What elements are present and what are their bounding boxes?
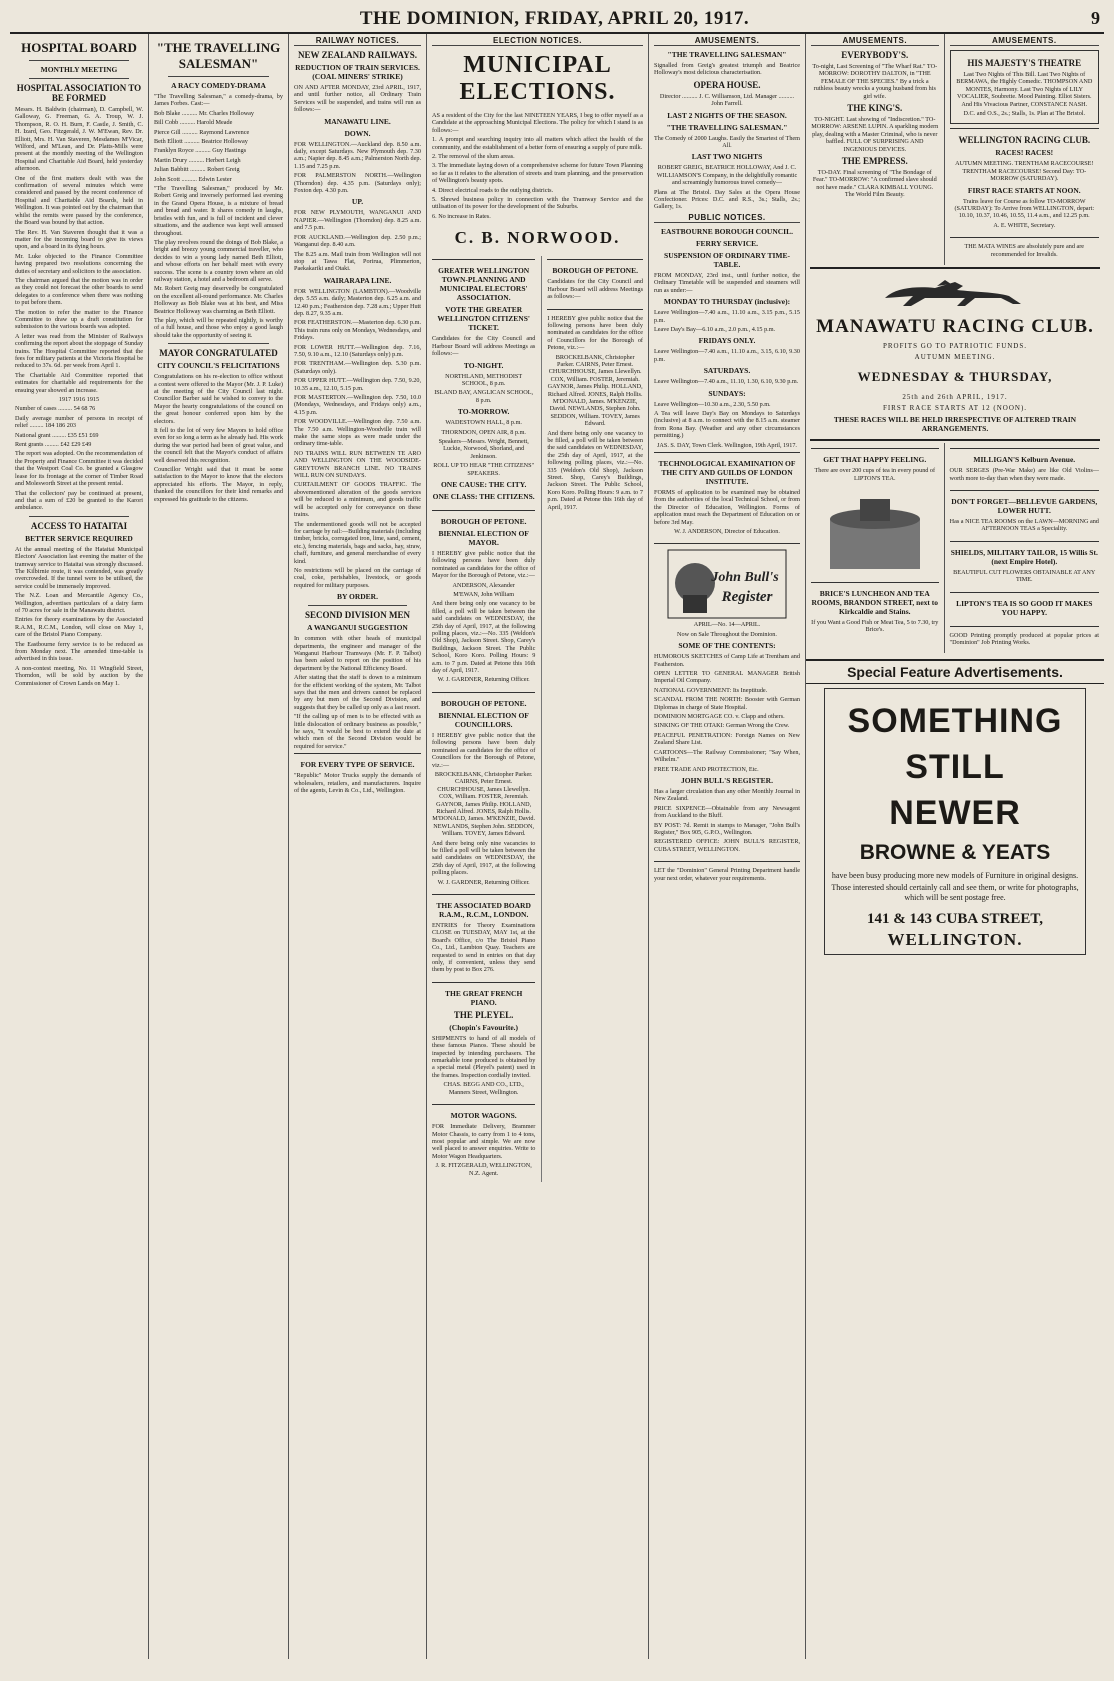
candidate-name: M'EWAN, John William <box>453 591 515 598</box>
ad-text: LET the "Dominion" General Printing Department handle your next order, whatever your requirements. <box>654 867 800 882</box>
direction-heading: DOWN. <box>344 128 371 138</box>
timetable-line: Leave Wellington—7.40 a.m., 11.10 a.m., 3.15, 6.10, 9.30 p.m. <box>654 348 800 363</box>
ad-text: AUTUMN MEETING. TRENTHAM RACECOURSE! TRENTHAM RACECOURSE! Second Day: TO-MORROW (SATURDAY). <box>955 160 1094 183</box>
issue-caption: APRIL—No. 14—APRIL. <box>693 621 761 629</box>
cast-line: Julian Babbitt .......... Robert Greig <box>154 166 240 174</box>
article-paragraph: The chairman argued that the motion was in order as they could not forecast the other boards to send delegates to a conference when there was nothing to put before them. <box>15 276 143 307</box>
ad-title: GREATER WELLINGTON TOWN-PLANNING AND MUNICIPAL ELECTORS' ASSOCIATION. <box>438 266 530 303</box>
venue-name: EVERYBODY'S. <box>841 50 909 60</box>
ad-text: Those interested should certainly call and see them, or write for photographs, which will be sent postage free. <box>831 883 1079 903</box>
notice-paragraph: FOR WOODVILLE.—Wellington dep. 7.50 a.m. The 7.50 a.m. Wellington-Woodville train will make the same stops as were made under the ordinary time-table. <box>294 418 421 448</box>
contents-item: SINKING OF THE OTAKI: German Wrong the Crew. <box>654 722 790 730</box>
club-name: WELLINGTON RACING CLUB. <box>958 135 1091 146</box>
notice-subtitle: BIENNIAL ELECTION OF MAYOR. <box>438 528 529 547</box>
article-paragraph: The play revolves round the doings of Bob Blake, a bright and breezy young commercial traveller, who decides to win a young lady named Beth Elliott, and whose efforts on her behalf meet with every success. The scene is a country town where an old railway station, a hotel and a bedroom all serve. <box>154 238 283 283</box>
notice-paragraph: FOR UPPER HUTT.—Wellington dep. 7.50, 9.20, 10.35 a.m., 12.10, 5.15 p.m. <box>294 377 421 392</box>
ad-subtitle: REDUCTION OF TRAIN SERVICES. (COAL MINERS' STRIKE) <box>295 63 420 81</box>
ad-title: "THE TRAVELLING SALESMAN" <box>667 50 787 59</box>
column-travelling-salesman <box>148 34 288 1659</box>
candidate-list: BROCKELBANK, Christopher Parker. CAIRNS, Peter Ernest. CHURCHHOUSE, James Llewellyn. COX, William. FOSTER, Jeremiah. GAYNOR, James Philip. HOLLAND, Richard Alfred. JONES, Ralph Hollis. M'DONALD, James. M'KENZIE, David. NEWLANDS, Stephen John. SEDDON, William. TOVEY, James Edward. <box>547 353 643 428</box>
shields-tailor-ad <box>950 541 1099 589</box>
contents-item: NATIONAL GOVERNMENT: Its Ineptitude. <box>654 686 768 694</box>
timetable-line: Leave Wellington—10.30 a.m., 2.30, 5.50 p.m. <box>654 400 771 408</box>
subheadline: A RACY COMEDY-DRAMA <box>171 81 266 90</box>
article-paragraph: The play, which will be repeated nightly, is worthy of a full house, and those who enjoy a good laugh should take the opportunity of seeing it. <box>154 316 283 339</box>
pleyel-piano-ad <box>432 982 535 1101</box>
venue-name: THE EMPRESS. <box>841 156 908 167</box>
cast-line: John Scott .......... Edwin Lester <box>154 175 232 183</box>
ad-title: DON'T FORGET—BELLEVUE GARDENS, LOWER HUTT. <box>951 496 1098 515</box>
petone-council-notice <box>432 692 535 891</box>
notice-block <box>547 259 643 305</box>
policy-item: 2. The removal of the slum areas. <box>432 153 515 161</box>
meeting-venue: ISLAND BAY, ANGLICAN SCHOOL, 8 p.m. <box>434 389 534 404</box>
section-header: RAILWAY NOTICES. <box>294 36 421 46</box>
column-railway-notices <box>288 34 426 1659</box>
product-name: THE PLEYEL. <box>453 1009 514 1020</box>
notice-paragraph: FOR MASTERTON.—Wellington dep. 7.50, 10.0 (Mondays, Wednesdays, and Fridays only) a.m., 4.15 p.m. <box>294 394 421 416</box>
small-ads-left <box>806 443 944 653</box>
election-intro: AS a resident of the City for the last NINETEEN YEARS, I beg to offer myself as a Candidate at the approaching Municipal Elections. The policy for which I stand is as follows:— <box>432 112 643 134</box>
candidate-list: BROCKELBANK, Christopher Parker. CAIRNS, Peter Ernest. CHURCHHOUSE, James Llewellyn. COX, William. FOSTER, Jeremiah. GAYNOR, James Philip. HOLLAND, Richard Alfred. JONES, Ralph Hollis. M'DONALD, James. M'KENZIE, David. NEWLANDS, Stephen John. SEDDON, William. TOVEY, James Edward. <box>432 770 536 838</box>
venue-name: HIS MAJESTY'S THEATRE <box>967 58 1082 68</box>
john-bulls-register-ad <box>654 543 800 858</box>
dominion-printing-ad <box>654 861 800 887</box>
ad-text: have been busy producing more new models of Furniture in original designs. <box>831 871 1079 881</box>
small-ads-row <box>806 443 1104 653</box>
ad-heading: SOME OF THE CONTENTS: <box>678 641 776 651</box>
ad-text: BEAUTIFUL CUT FLOWERS OBTAINABLE AT ANY TIME. <box>953 568 1096 584</box>
tech-exam-notice <box>654 452 800 540</box>
column-hospital-board <box>10 34 148 1659</box>
ad-text: Signalled from Greig's greatest triumph and Beatrice Holloway's most delicious characterisation. <box>654 62 800 77</box>
ad-text: FOR Immediate Delivery, Brammer Motor Chassis, to carry from 1 to 4 tons, most popular and simple. We are now well placed to answer enquiries. Write to Motor Wagon Headquarters. <box>432 1123 536 1160</box>
headline: "THE TRAVELLING SALESMAN" <box>156 40 281 71</box>
policy-item: 4. Direct electrical roads to the outlying districts. <box>432 186 554 194</box>
cast-line: Martin Drury .......... Herbert Leigh <box>154 156 241 164</box>
ad-heading: LAST 2 NIGHTS OF THE SEASON. <box>667 110 787 120</box>
masthead <box>10 8 1104 34</box>
ad-heading: "THE TRAVELLING SALESMAN." <box>666 122 788 132</box>
firm-address: 141 & 143 CUBA STREET, <box>866 911 1043 928</box>
divider <box>168 76 269 77</box>
article-paragraph: A non-contest meeting, No. 11 Wingfield Street, Thorndon, will be sold by auction by the Commissioner of Crown Lands on May 1. <box>15 664 143 687</box>
ad-title: MOTOR WAGONS. <box>450 1111 517 1121</box>
article-paragraph: "If the calling up of men is to be effected with as little dislocation of ordinary business as possible," he says, "it would be best to extend the date at which men of the Second Division would be required for service." <box>294 713 421 750</box>
contents-item: CARTOONS—The Railway Commissioner; "Say When, Wilhelm." <box>654 748 800 764</box>
ad-text: OUR SERGES (Pre-War Make) are like Old Violins—worth more to-day than when they were made. <box>949 467 1099 482</box>
notice-title: BOROUGH OF PETONE. <box>440 516 527 526</box>
wellington-racing-club-ad <box>950 128 1099 234</box>
notice-text: I HEREBY give public notice that the following persons have been duly nominated as candidates for the office of Councillors for the Borough of Petone, viz.:— <box>432 731 536 769</box>
divider <box>29 60 129 61</box>
notice-paragraph: The undermentioned goods will not be accepted for carriage by rail:—Building materials (including timber, bricks, corrugated iron, lime, sand, cement, etc.), fencing materials, bags and sacks, hay, straw, chaff, furniture, and general merchandise of every kind. <box>294 520 421 565</box>
ad-text: Plans at The Bristol. Day Sales at the Opera House Confectioner. Prices: D.C. and R.S., 3s.; Stalls, 2s.; Gallery, 1s. <box>654 188 800 211</box>
motor-wagons-ad <box>432 1104 535 1182</box>
john-bull-register-logo <box>667 549 787 619</box>
ad-text: ROLL UP TO HEAR "THE CITIZENS" SPEAKERS. <box>433 462 535 477</box>
ad-text: D.C. and O.S., 2s.; Stalls, 1s. Plan at The Bristol. <box>963 110 1086 118</box>
ad-text: Candidates for the City Council and Harbour Board will address Meetings as follows:— <box>432 335 536 358</box>
table-row: Daily average number of persons in receipt of relief ......... 184 186 203 <box>15 414 143 430</box>
notice-paragraph: FOR TRENTHAM.—Wellington dep. 5.30 p.m. (Saturdays only). <box>294 360 421 375</box>
section-header: AMUSEMENTS. <box>950 36 1099 46</box>
ram-exam-ad <box>432 894 535 979</box>
ad-text: BY POST: 7d. Remit in stamps to Manager, "John Bull's Register," Box 905, G.P.O., Wellington. <box>654 821 800 836</box>
cast-line: Beth Elliott .......... Beatrice Holloway <box>154 138 248 146</box>
policy-item: 1. A prompt and searching inquiry into all matters which affect the health of the community, and the establishment of a better form of ensuring a supply of pure milk. <box>432 136 643 151</box>
article-paragraph: That the collectors' pay be continued at present, and that a sum of £20 be granted to the Karori ambulance. <box>15 489 143 512</box>
contents-item: PEACEFUL PENETRATION: Foreign Names on New Zealand Share List. <box>654 731 800 747</box>
his-majestys-ad <box>950 50 1099 124</box>
article-paragraph: The motion to refer the matter to the Finance Committee to draw up a draft constitution for submission to the various boards was adopted. <box>15 308 143 331</box>
venue-name: THE KING'S. <box>847 103 903 114</box>
columns <box>10 34 1104 1659</box>
contents-item: HUMOROUS SKETCHES of Camp Life at Trentham and Featherston. <box>654 653 800 668</box>
firm-name: BROWNE & YEATS <box>859 841 1051 865</box>
motor-truck-ad <box>294 753 421 799</box>
meeting-venue: WADESTOWN HALL, 8 p.m. <box>445 419 522 427</box>
race-dates: 25th and 26th APRIL, 1917. <box>902 393 1008 402</box>
notice-title: TECHNOLOGICAL EXAMINATION OF THE CITY AND GUILDS OF LONDON INSTITUTE. <box>658 458 796 486</box>
notice-paragraph: FOR LOWER HUTT.—Wellington dep. 7.16, 7.50, 9.10 a.m., 12.10 (Saturdays only) p.m. <box>294 343 421 358</box>
headline: ACCESS TO HATAITAI <box>30 520 128 531</box>
subheadline: MONTHLY MEETING <box>40 65 118 74</box>
notice-signature: W. J. GARDNER, Returning Officer. <box>437 878 530 886</box>
ad-text: "Republic" Motor Trucks supply the demands of wholesalers, retailers, and manufacturers. Inquire of the agents, Levin & Co., Ltd., Wellington. <box>294 772 421 795</box>
ad-slogan: ONE CAUSE: THE CITY. <box>440 479 527 489</box>
ad-title: MILLIGAN'S Kelburn Avenue. <box>973 455 1076 465</box>
section-header: AMUSEMENTS. <box>811 36 939 46</box>
ad-text: Last Two Nights of This Bill. Last Two Nights of BERMAWA, the Highly Comedic. THOMPSON AND MONTES, Harmony. Last Two Nights of LILY VOCALIER, Soubrette. Mood Painting. Elliot Sisters. And His Vivacious Partner, CONSTANCE NASH. <box>956 71 1093 108</box>
timetable-line: Leave Wellington—7.40 a.m., 11.10 a.m., 3.15 p.m., 5.15 p.m. <box>654 309 800 324</box>
ad-title: NEW ZEALAND RAILWAYS. <box>298 50 417 60</box>
ad-heading: FIRST RACE STARTS AT NOON. <box>967 185 1081 195</box>
ad-text: Now on Sale Throughout the Dominion. <box>677 630 777 638</box>
ad-subtitle: VOTE THE GREATER WELLINGTON CITIZENS' TICKET. <box>437 305 530 333</box>
svg-text:John Bull's: John Bull's <box>711 570 779 586</box>
notice-signature: JAS. S. DAY, Town Clerk. Wellington, 19th April, 1917. <box>657 441 797 449</box>
race-days: WEDNESDAY & THURSDAY, <box>857 369 1053 385</box>
ad-text: GOOD Printing promptly produced at popular prices at "Dominion" Job Printing Works. <box>949 631 1099 646</box>
timetable-heading: SUNDAYS: <box>708 388 746 398</box>
ad-slogan: ONE CLASS: THE CITIZENS. <box>432 491 535 501</box>
club-name: MANAWATU RACING CLUB. <box>816 316 1094 338</box>
column-his-majestys <box>944 34 1104 265</box>
page-number: 9 <box>1090 8 1100 28</box>
ad-text: PRICE SIXPENCE—Obtainable from any Newsagent from Auckland to the Bluff. <box>654 804 800 820</box>
lipton-tea-ad <box>811 448 939 487</box>
milligans-ad <box>950 448 1099 487</box>
candidate-name: ANDERSON, Alexander <box>452 581 515 589</box>
ad-text: Has a NICE TEA ROOMS on the LAWN—MORNING and AFTERNOON TEAS a Speciality. <box>949 517 1099 533</box>
notice-text: And there being only one vacancy to be filled, a poll will be taken between the said candidates on WEDNESDAY, the 25th day of April, 1917, at the following polling places, viz.:—No. 335 (Weldon's Old Shop), Jackson Street. Shop, Carey's Buildings, Jackson Street. The Public School, Koro Koro. Polling Hours: 9 a.m. to 7 p.m. Dated at Petone this 16th day of April, 1917. <box>547 429 643 511</box>
ad-heading: THESE RACES WILL BE HELD IRRESPECTIVE OF ALTERED TRAIN ARRANGEMENTS. <box>833 415 1077 434</box>
table-row: National grant ......... £35 £51 £69 <box>15 431 99 439</box>
column-amusements-right <box>805 34 1104 1659</box>
timetable-heading: MONDAY TO THURSDAY (inclusive): <box>663 297 791 307</box>
meeting-venue: THORNDON, OPEN AIR, 8 p.m. <box>441 428 526 436</box>
masthead-spacer <box>14 11 18 29</box>
timetable-line: Leave Wellington—7.40 a.m., 11.10, 1.30, 6.10, 9.30 p.m. <box>654 378 799 386</box>
ad-headline: NEWER <box>889 794 1021 833</box>
article-paragraph: Messrs. H. Baldwin (chairman), D. Campbell, W. Galloway, G. Freeman, G. A. Troup, W. J. Thompson, R. O. H. Burn, F. Castle, J. Smith, C. H. Izard, Geo. Fitzgerald, J. W. M'Ewan, Rev. Dr. Elliott, Mrs. H. Van Staveren, Mesdames M'Vicar, Wilford, and M'Lean, and Dr. Platts-Mills were present at the monthly meeting of the Wellington Hospital and Charitable Aid Board, held yesterday afternoon. <box>15 106 143 173</box>
candidate-signature: C. B. NORWOOD. <box>454 228 621 248</box>
article-paragraph: Councillor Wright said that it must be some satisfaction to the Mayor to know that the electors appreciated his efforts. The Mayor, in reply, thanked the councillors for their kind remarks and expressed his gratitude to the citizens. <box>154 466 283 503</box>
ad-text: If you Want a Good Fish or Meat Tea, 5 to 7.30, try Brice's. <box>811 618 939 634</box>
section-header: AMUSEMENTS. <box>654 36 800 46</box>
policy-item: 5. Shrewd business policy in connection with the Tramway Service and the utilisation of its power for the development of the Suburbs. <box>432 196 643 211</box>
section-header: ELECTION NOTICES. <box>432 36 643 46</box>
policy-item: 6. No increase in Rates. <box>432 212 491 220</box>
table-row: Rent grants ......... £42 £29 £49 <box>15 441 92 449</box>
notice-paragraph: NO TRAINS WILL RUN BETWEEN TE ARO AND WELLINGTON ON THE WOODSIDE-GREYTOWN BRANCH LINE. NO TRAINS WILL RUN ON SUNDAYS. <box>294 449 421 480</box>
contents-item: DOMINION MORTGAGE CO. v. Clapp and others. <box>654 713 785 721</box>
ad-heading: RACES! RACES! <box>995 148 1054 158</box>
ad-title: THE ASSOCIATED BOARD R.A.M., R.C.M., LONDON. <box>436 901 531 919</box>
notice-paragraph: FOR FEATHERSTON.—Masterton dep. 6.30 p.m. This train runs only on Mondays, Wednesdays, and Fridays. <box>294 319 421 342</box>
ad-heading: TO-MORROW. <box>457 407 510 417</box>
policy-item: 3. The immediate laying down of a comprehensive scheme for future Town Planning so far as it relates to the alteration of streets and tram planning, and the preservation of Wellington's beauty spots. <box>432 162 643 185</box>
article-paragraph: Entries for theory examinations by the Associated R.A.M., R.C.M., London, will close on May 1, care of the Bristol Piano Company. <box>15 616 143 639</box>
ad-subtitle: (Chopin's Favourite.) <box>449 1022 519 1032</box>
timetable-heading: SATURDAYS. <box>703 366 751 376</box>
notice-paragraph: No restrictions will be placed on the carriage of coal, coke, perishables, livestock, or goods required for military purposes. <box>294 566 421 589</box>
ad-text: THE MATA WINES are absolutely pure and are recommended for Invalids. <box>964 243 1085 258</box>
notice-paragraph: FOR PALMERSTON NORTH.—Wellington (Thorndon) dep. 4.35 p.m. (Saturdays only); Foxton dep. 4.30 p.m. <box>294 172 421 195</box>
notice-paragraph: FOR WELLINGTON (LAMBTON).—Woodville dep. 5.55 a.m. daily; Masterton dep. 6.25 a.m. and 12.40 p.m.; Featherston dep. 7.28 a.m.; Upper Hutt dep. 8.27, 9.35 a.m. <box>294 287 421 317</box>
ad-title: FOR EVERY TYPE OF SERVICE. <box>300 760 415 770</box>
contents-item: FREE TRADE AND PROTECTION, Etc. <box>654 765 759 773</box>
headline: MAYOR CONGRATULATED <box>159 348 278 359</box>
table-row: Number of cases ......... 54 68 76 <box>15 405 96 413</box>
venue-name: OPERA HOUSE. <box>693 79 761 90</box>
article-paragraph: After stating that the staff is down to a minimum for the efficient working of the system, Mr. Talbot says that the men and drivers cannot be replaced by any but men of the Second Division, and suggests that they be called up only as a last resort. <box>294 674 421 711</box>
town-planning-ad <box>432 259 535 507</box>
notice-paragraph: ON AND AFTER MONDAY, 23rd APRIL, 1917, and until further notice, all Ordinary Train Services will be suspended, and trains will run as follows:— <box>294 84 421 114</box>
notice-signature: BY ORDER. <box>337 592 378 602</box>
notice-text: FROM MONDAY, 23rd inst., until further notice, the Ordinary Timetable will be suspended and steamers will run as under:— <box>654 271 800 294</box>
cast-line: Franklyn Royce .......... Guy Hastings <box>154 147 247 155</box>
timetable-line: Leave Day's Bay—6.10 a.m., 2.0 p.m., 4.15 p.m. <box>654 325 776 333</box>
notice-subtitle: BIENNIAL ELECTION OF COUNCILLORS. <box>438 710 529 729</box>
ad-text: Director .......... J. C. Williamson, Ltd. Manager .......... John Farrell. <box>659 92 795 108</box>
article-paragraph: The N.Z. Loan and Mercantile Agency Co., Wellington, advertises particulars of a dairy farm of 70 acres for sale in the Manawatu district. <box>15 592 143 614</box>
ad-text: PROFITS GO TO PATRIOTIC FUNDS. <box>882 342 1028 351</box>
notice-paragraph: The 8.25 a.m. Mail train from Wellington will not stop at Tawa Flat, Porirua, Plimmerton, Paekakariki and Otaki. <box>294 250 421 273</box>
section-header: PUBLIC NOTICES. <box>654 213 800 223</box>
article-paragraph: The Eastbourne ferry service is to be reduced as from Monday next. The amended time-table is advertised in this issue. <box>15 640 143 663</box>
ad-title: LIPTON'S TEA IS SO GOOD IT MAKES YOU HAPPY. <box>956 598 1093 617</box>
manawatu-racing-ad <box>810 267 1100 441</box>
notice-text: I HEREBY give public notice that the following persons have been duly nominated as candidates for the office of Mayor for the Borough of Petone, viz.:— <box>432 549 536 580</box>
notice-subtitle: FERRY SERVICE. <box>695 238 759 248</box>
article-paragraph: At the annual meeting of the Hataitai Municipal Electors' Association last evening the matter of the tramway service to Hataitai was strongly discussed. The Kilbirnie route, it was contended, was greatly overcrowded. If the tunnel were to be utilised, the service could be immensely improved. <box>15 545 144 590</box>
ad-title: SHIELDS, MILITARY TAILOR, 15 Willis St. (next Empire Hotel). <box>950 547 1098 566</box>
column-amusements-public-notices <box>648 34 805 1659</box>
ad-text: ROBERT GREIG, BEATRICE HOLLOWAY, And J. C. WILLIAMSON'S Company, in the delightfully romantic and screamingly humorous travel comedy— <box>656 164 798 187</box>
ad-text: AUTUMN MEETING. <box>914 353 996 362</box>
table-header: 1917 1916 1915 <box>58 396 100 404</box>
ad-heading: JOHN BULL'S REGISTER. <box>681 775 773 785</box>
ad-text: FIRST RACE STARTS AT 12 (NOON). <box>882 404 1028 413</box>
headline: SECOND DIVISION MEN <box>304 610 411 621</box>
mata-wines-ad <box>950 237 1099 263</box>
article-paragraph: One of the first matters dealt with was the confirmation of several minutes which were considered and passed by the recent conference of Hospital and Charitable Aid Boards, held in Wellington. It was pointed out by the chairman that whilst the remits were passed by the conference, the Board was bound by that action. <box>15 174 143 227</box>
subheadline: BETTER SERVICE REQUIRED <box>25 533 133 543</box>
subheadline: HOSPITAL ASSOCIATION TO BE FORMED <box>16 83 142 103</box>
ad-heading: TO-NIGHT. <box>463 360 504 370</box>
notice-signature: A. E. WHITE, Secretary. <box>993 221 1056 229</box>
election-title: MUNICIPAL ELECTIONS. <box>459 52 616 105</box>
election-subcolumn-left <box>432 256 535 1182</box>
cast-line: Bill Cobb .......... Harold Meade <box>154 119 233 127</box>
article-paragraph: Mr. Luke objected to the Finance Committee having prepared two resolutions concerning the duties of secretary and solicitors to the association. <box>15 252 143 275</box>
column-cinema <box>806 34 944 265</box>
speakers: Speakers—Messrs. Wright, Bennett, Luckie, Norwood, Shorland, and Jenkinson. <box>438 437 529 460</box>
divider <box>29 78 129 79</box>
headline: HOSPITAL BOARD <box>21 40 137 55</box>
notice-title: BOROUGH OF PETONE. <box>440 698 527 708</box>
ad-text: TO-DAY. Final screening of "The Bondage of Fear." TO-MORROW: "A confirmed slave should not have made." CLARA KIMBALL YOUNG. The World Film Beauty. <box>812 169 937 199</box>
notice-signature: W. J. GARDNER, Returning Officer. <box>437 676 530 684</box>
notice-title: BOROUGH OF PETONE. <box>552 266 638 276</box>
notice-text: FORMS of application to be examined may be obtained from the authorities of the local Technical School, or from the Director of Education, Wellington. Forms of application must reach the Department of Education on or before 3rd May. <box>654 488 800 526</box>
notice-text: Candidates for the City Council and Harbour Board will address Meetings as follows:— <box>547 278 643 301</box>
article-paragraph: "The Travelling Salesman," a comedy-drama, by James Forbes. Cast:— <box>154 93 283 108</box>
notice-text: And there being only one vacancy to be filled, a poll will be taken between the said candidates on WEDNESDAY, the 25th day of April, 1917, at the following polling places, viz.:—No. 335 (Weldon's Old Shop), Jackson Street. Shop, Carey's Buildings, Jackson Street. The Public School, Koro Koro. Polling Hours: 9 a.m. to 7 p.m. Dated at Petone this 16th day of April, 1917. <box>432 600 536 675</box>
subheadline: A WANGANUI SUGGESTION <box>307 623 408 633</box>
ad-headline: STILL <box>905 748 1005 787</box>
ad-text: The Comedy of 2000 Laughs. Easily the Smartest of Them All. <box>654 134 800 150</box>
browne-yeats-ad <box>824 688 1086 955</box>
article-paragraph: A letter was read from the Minister of Railways confirming the report about the stoppage of Sunday trains. The Hospital Committee reported that the fees for military patients at the Victoria Hospital be reduced to 37s. 6d. per week from April 1. <box>15 332 143 370</box>
article-paragraph: The Rev. H. Van Staveren thought that it was a matter for the incoming board to give its views upon, and a board in its dying hours. <box>15 228 143 251</box>
ad-text: Trains leave for Course as follow TO-MORROW (SATURDAY): To Arrive from WELLINGTON, depart: 10.10, 10.37, 10.46, 10.55, 11.4 a.m., and 12.25 p.m. <box>954 197 1095 220</box>
lipton-tea-small-ad <box>950 592 1099 623</box>
notice-paragraph: FOR AUCKLAND.—Wellington dep. 2.50 p.m.; Wanganui dep. 8.40 a.m. <box>294 233 421 249</box>
notice-block <box>547 309 643 517</box>
notice-paragraph: FOR NEW PLYMOUTH, WANGANUI AND NAPIER.—Wellington (Thorndon) dep. 8.25 a.m. and 7.5 p.m. <box>294 209 421 232</box>
ad-text: TO-NIGHT. Last showing of "Indiscretion." TO-MORROW: ARSENE LUPIN. A sparkling modern play, dealing with a Master Criminal, who is never baffled. FULL OF SURPRISING AND INGENIOUS DEVICES. <box>811 116 939 153</box>
article-paragraph: In common with other heads of municipal departments, the engineer and manager of the Wanganui Harbour Tramways (Mr. F. P. Talbot) has been asked to report on the position of his department by the National Efficiency Board. <box>294 635 421 672</box>
ad-title: BRICE'S LUNCHEON AND TEA ROOMS, BRANDON STREET, next to Kirkcaldie and Stains. <box>811 588 939 616</box>
small-ads-right <box>944 443 1104 653</box>
lipton-tea-illustration <box>820 489 930 579</box>
ad-title: THE GREAT FRENCH PIANO. <box>445 988 523 1007</box>
column-election-notices <box>426 34 648 1659</box>
ad-text: SHIPMENTS to hand of all models of these famous Pianos. These should be inspected by intending purchasers. The remarkable tone produced is obtained by a special metal (Pleyel's patent) used in the frames. Inspection cordially invited. <box>432 1034 536 1079</box>
masthead-title: THE DOMINION, FRIDAY, APRIL 20, 1917. <box>359 8 750 29</box>
notice-text: I HEREBY give public notice that the following persons have been duly nominated as candidates for the office of Councillors for the Borough of Petone, viz.:— <box>547 314 643 352</box>
article-paragraph: The report was adopted. On the recommendation of the Property and Finance Committee it was decided that the Westport Coal Co. be granted a Glasgow lease for its frontage at the corner of Timber Road and Molesworth Street at the present rental. <box>15 450 144 488</box>
section-header: Special Feature Advertisements. <box>806 659 1104 684</box>
agent-name: J. R. FITZGERALD, WELLINGTON, N.Z. Agent. <box>435 1162 532 1177</box>
timetable-heading: FRIDAYS ONLY. <box>698 336 756 346</box>
notice-signature: W. J. ANDERSON, Director of Education. <box>674 528 780 535</box>
petone-mayor-notice <box>432 510 535 689</box>
contents-item: SCANDAL FROM THE NORTH: Booster with German Diplomas in charge of State Hospital. <box>654 696 800 711</box>
contents-item: OPEN LETTER TO GENERAL MANAGER British Imperial Oil Company. <box>654 670 800 685</box>
amusements-top <box>806 34 1104 265</box>
article-paragraph: Mr. Robert Greig may deservedly be congratulated on the excellent all-round performance. Mr. Charles Holloway as Bob Blake was at his best, and Miss Beatrice Holloway was charming as Beth Elliott. <box>154 285 283 315</box>
ad-headline: SOMETHING <box>847 702 1063 741</box>
firm-city: WELLINGTON. <box>887 930 1023 950</box>
notice-paragraph: FOR WELLINGTON.—Auckland dep. 8.50 a.m. daily, except Saturdays. New Plymouth dep. 7.30 a.m.; Napier dep. 8.45 a.m.; Palmerston North dep. 1.15 and 7.25 p.m. <box>294 140 421 170</box>
divider <box>168 343 269 344</box>
bellevue-gardens-ad <box>950 490 1099 538</box>
ad-text: Has a larger circulation than any other Monthly Journal in New Zealand. <box>654 787 800 803</box>
ad-title: GET THAT HAPPY FEELING. <box>823 455 927 465</box>
election-subcolumn-right <box>541 256 643 1182</box>
article-paragraph: It fell to the lot of very few Mayors to hold office even for so long a term as he already had. His work during the war period had been of great value, and the council felt that the Mayor's conduct of affairs well deserved this recognition. <box>154 427 283 464</box>
notice-title: EASTBOURNE BOROUGH COUNCIL. <box>661 226 793 236</box>
article-paragraph: "The Travelling Salesman," produced by Mr. Robert Greig and inversely performed last evening in the Grand Opera House, is a mixture of bread and bread and water. It shares comedy in laughs, bristles with fun, and is full of incident and clever situations, and the audience was kept well amused throughout. <box>154 185 283 237</box>
agent-name: CHAS. BEGG AND CO., LTD., Manners Street, Wellington. <box>443 1081 524 1096</box>
meeting-venue: NORTHLAND, METHODIST SCHOOL, 8 p.m. <box>445 372 523 387</box>
election-subcolumns <box>432 256 643 1182</box>
ad-text: There are over 200 cups of tea in every pound of LIPTON'S TEA. <box>814 467 936 482</box>
direction-heading: UP. <box>351 197 364 207</box>
ad-text: To-night, Last Screening of "The Wharf Rat." TO-MORROW: DOROTHY DALTON, in "THE FEMALE OF THE SPECIES." By a trick a ruthless beauty wrecks a young husband from his girl wife. <box>812 63 938 100</box>
notice-text: And there being only nine vacancies to be filled a poll will be taken between the said candidates on WEDNESDAY, the 25th day of April, 1917, at the following polling places. <box>432 839 536 877</box>
good-printing-ad <box>950 626 1099 652</box>
notice-text: A Tea will leave Day's Bay on Mondays to Saturdays (inclusive) at 8 a.m. to connect with the 8.15 a.m. steamer from Rona Bay. (Weather and any other circumstances permitting.) <box>654 409 800 440</box>
cast-line: Bob Blake .......... Mr. Charles Holloway <box>154 109 255 117</box>
brices-tea-rooms-ad <box>811 582 939 639</box>
svg-text:Register: Register <box>721 589 773 606</box>
ad-text: ENTRIES for Theory Examinations CLOSE on TUESDAY, MAY 1st, at the Board's Office, c/o The Bristol Piano Co., Ltd., Lambton Quay. Teachers are requested to send in entries on that day only, if convenient, unless they send them by post to Box 276. <box>432 922 536 974</box>
divider <box>308 605 407 606</box>
ad-heading: LAST TWO NIGHTS <box>691 152 763 162</box>
subheadline: CITY COUNCIL'S FELICITATIONS <box>157 361 280 371</box>
newspaper-page <box>10 8 1104 1663</box>
divider <box>29 516 129 517</box>
cast-line: Pierce Gill .......... Raymond Lawrence <box>154 128 250 136</box>
line-heading: MANAWATU LINE. <box>324 116 391 126</box>
notice-subtitle: SUSPENSION OF ORDINARY TIME-TABLE. <box>664 250 790 269</box>
racehorse-icon <box>825 274 1085 308</box>
article-paragraph: The Charitable Aid Committee reported that estimates for charitable aid requirements for the ensuing year showed an increase. <box>15 371 143 394</box>
notice-paragraph: CURTAILMENT OF GOODS TRAFFIC. The abovementioned alteration of the goods services will be reduced to a minimum, and goods traffic will be accepted only for conveyance on these trains. <box>294 481 421 519</box>
article-paragraph: Congratulations on his re-election to office without a contest were offered to the Mayor (Mr. J. P. Luke) at the meeting of the City Council last night. Councillor Barber said he wished to convey to the Mayor the hearty congratulations of the council on the great honour conferred upon him by the electors. <box>154 373 283 425</box>
ad-text: REGISTERED OFFICE: JOHN BULL'S REGISTER, CUBA STREET, WELLINGTON. <box>654 838 800 853</box>
line-heading: WAIRARAPA LINE. <box>323 275 392 285</box>
